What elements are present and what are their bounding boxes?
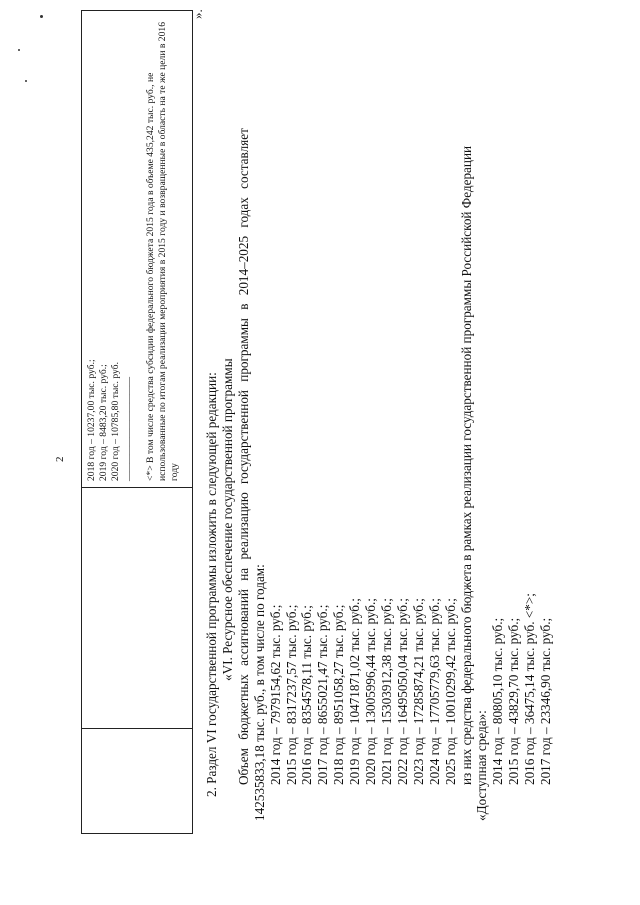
table-year-line: 2019 год – 8483,20 тыс. руб.;: [98, 364, 109, 481]
year-line: 2022 год – 16495050,04 тыс. руб.;: [394, 598, 410, 785]
year-line: 2025 год – 10010299,42 тыс. руб.;: [442, 598, 458, 785]
federal-year-line: 2014 год – 80805,10 тыс. руб.;: [490, 617, 506, 785]
table-year-line: 2020 год – 10785,80 тыс. руб.: [110, 362, 121, 481]
table-empty-cell: [82, 729, 193, 834]
federal-year-line: 2015 год – 43829,70 тыс. руб.;: [506, 617, 522, 785]
program-passport-table: [81, 10, 193, 834]
total-continuation: 142535833,18 тыс. руб., в том числе по годам:: [251, 564, 267, 821]
year-line: 2024 год – 17705779,63 тыс. руб.;: [426, 598, 442, 785]
page-number: 2: [54, 456, 66, 462]
total-lead: Объем бюджетных ассигнований на реализацию государственной программы в 2014–2025 годах составляет: [235, 128, 251, 785]
year-line: 2020 год – 13005996,44 тыс. руб.;: [363, 598, 379, 785]
section-heading: «VI. Ресурсное обеспечение государственной программы: [219, 358, 235, 681]
year-line: 2018 год – 8951058,27 тыс. руб.;: [331, 604, 347, 785]
year-line: 2017 год – 8655021,47 тыс. руб.;: [315, 604, 331, 785]
year-line: 2023 год – 17285874,21 тыс. руб.;: [410, 598, 426, 785]
footnote-separator: ————————————: [124, 377, 135, 481]
year-line: 2014 год – 7979154,62 тыс. руб.;: [267, 604, 283, 785]
federal-program-name: «Доступная среда»:: [474, 710, 490, 821]
section-body: [204, 3, 554, 821]
closing-quote: ».: [190, 9, 205, 19]
table-empty-cell: [82, 488, 193, 729]
federal-year-line: 2017 год – 23346,90 тыс. руб.;: [538, 617, 554, 785]
year-line: 2019 год – 10471871,02 тыс. руб.;: [347, 598, 363, 785]
year-line: 2021 год – 15303912,38 тыс. руб.;: [378, 598, 394, 785]
year-line: 2016 год – 8354578,11 тыс. руб.;: [299, 605, 315, 785]
federal-year-line: 2016 год – 36475,14 тыс. руб. <*>;: [522, 593, 538, 785]
year-line: 2015 год – 8317237,57 тыс. руб.;: [283, 604, 299, 785]
table-year-line: 2018 год – 10237,00 тыс. руб.;: [86, 359, 97, 481]
section-intro: 2. Раздел VI государственной программы изложить в следующей редакции:: [204, 372, 219, 797]
federal-lead: из них средства федерального бюджета в рамках реализации государственной программы Российской Федерации: [458, 145, 474, 785]
table-funding-cell: [82, 11, 193, 488]
table-footnote: <*> В том числе средства субсидии федерального бюджета 2015 года в объеме 435,242 тыс. руб., не использованные по итогам реализации мероприятия в 2015 году и возвращенные в область на те же цели в 2016 году: [145, 22, 180, 481]
